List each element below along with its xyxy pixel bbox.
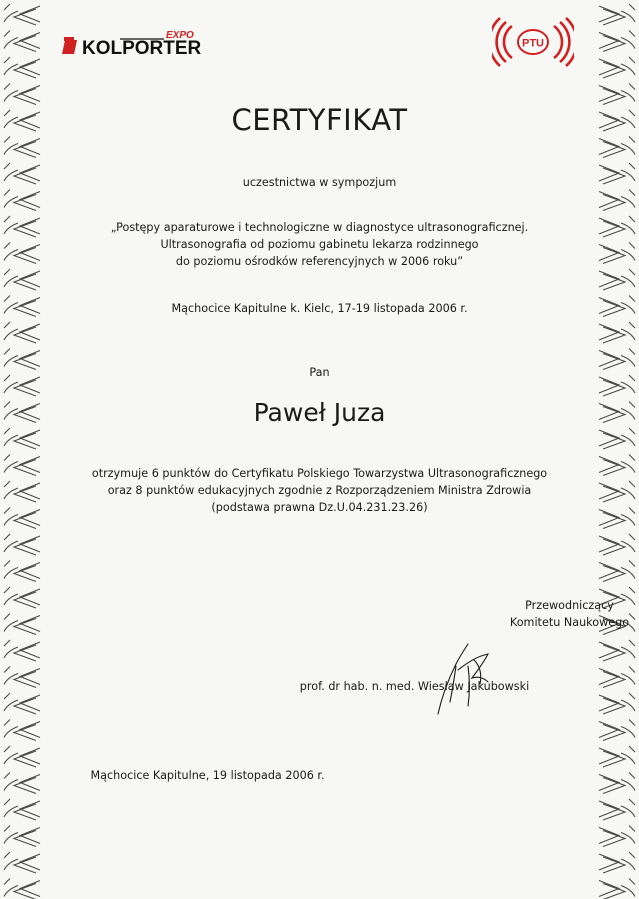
kolporter-expo-logo [62,26,202,60]
signatory-role-line: Przewodniczący [525,599,614,612]
border-ornament [4,746,40,767]
border-ornament [4,852,40,873]
issue-place-date: Mąchocice Kapitulne, 19 listopada 2006 r. [90,769,325,782]
border-ornament [4,534,40,555]
border-ornament [4,190,40,211]
border-ornament [4,693,40,714]
border-ornament [4,4,40,25]
border-ornament [599,84,635,105]
border-ornament [4,322,40,343]
border-ornament [599,31,635,52]
border-ornament [4,84,40,105]
border-ornament [4,667,40,688]
certificate-subtitle: uczestnictwa w sympozjum [242,176,397,189]
certificate-title: CERTYFIKAT [231,103,408,137]
symposium-title-line: do poziomu ośrodków referencyjnych w 2006 roku” [175,255,464,268]
border-ornament [4,428,40,449]
border-ornament [4,720,40,741]
award-line: otrzymuje 6 punktów do Certyfikatu Polskiego Towarzystwa Ultrasonograficznego [91,467,548,480]
border-ornament [599,57,635,78]
ptu-logo-text: PTU [522,37,544,50]
salutation: Pan [309,366,330,379]
border-ornament [599,879,635,899]
border-ornament [599,773,635,794]
award-line: oraz 8 punktów edukacyjnych zgodnie z Rozporządzeniem Ministra Zdrowia [107,484,532,497]
border-ornament [4,31,40,52]
expo-logo-text: EXPO [166,30,194,41]
recipient-name: Paweł Juza [253,398,386,427]
border-ornament [599,269,635,290]
signatory-role-line: Komitetu Naukowego [509,616,630,629]
border-ornament [599,826,635,847]
border-ornament [599,561,635,582]
symposium-title-line: „Postępy aparaturowe i technologiczne w diagnostyce ultrasonograficznej. [110,221,529,234]
border-ornament [4,269,40,290]
border-ornament [599,640,635,661]
border-ornament [4,561,40,582]
border-ornament [4,799,40,820]
ptu-logo [492,14,574,70]
location-date: Mąchocice Kapitulne k. Kielc, 17-19 listopada 2006 r. [171,302,468,315]
signatory-name: prof. dr hab. n. med. Wiesław Jakubowski [299,680,530,693]
border-ornament [599,428,635,449]
border-ornament [4,57,40,78]
border-ornament [4,614,40,635]
border-ornament [4,137,40,158]
border-ornament [599,852,635,873]
border-ornament [599,720,635,741]
border-ornament [599,534,635,555]
border-ornament [599,190,635,211]
border-ornament [599,693,635,714]
border-ornament [599,746,635,767]
border-ornament [599,137,635,158]
border-ornament [4,587,40,608]
symposium-title-line: Ultrasonografia od poziomu gabinetu lekarza rodzinnego [160,238,479,251]
border-ornament [599,799,635,820]
kolporter-logo-text: KOLPORTER [82,38,202,59]
border-ornament [599,322,635,343]
award-line: (podstawa prawna Dz.U.04.231.23.26) [211,501,428,514]
border-ornament [4,826,40,847]
handwritten-signature [428,636,500,718]
border-ornament [599,4,635,25]
border-ornament [4,640,40,661]
border-ornament [4,879,40,899]
